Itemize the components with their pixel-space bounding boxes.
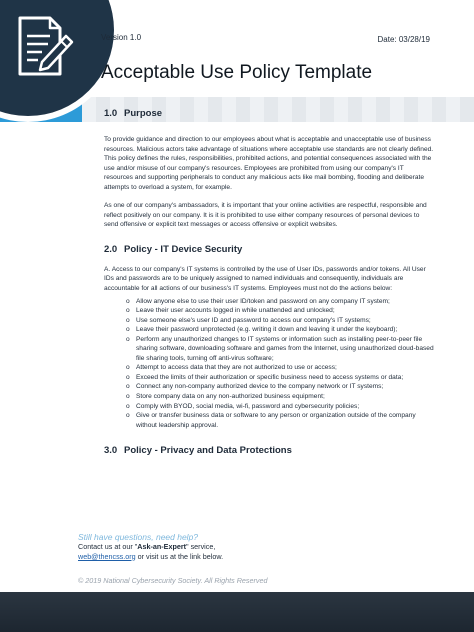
bullet: o [126,335,130,343]
list-item-text: Store company data on any non-authorized business equipment; [136,393,325,401]
bullet: o [126,412,130,420]
help-box [78,532,223,561]
paragraph: A. Access to our company's IT systems is controlled by the use of User IDs, passwords and/or tokens. All User IDs and passwords are to be uniquely assigned to named individuals and consequently, individuals are accountable for all actions of our business's IT systems. Employees must not do the actions below: [104,265,426,293]
list-item-text: Allow anyone else to use their user ID/token and password on any company IT system; [136,297,390,305]
prohibited-actions-list [104,297,434,431]
bullet: o [126,402,130,410]
list-item-text: Attempt to access data that they are not authorized to use or access; [136,364,337,372]
date-label: Date: 03/28/19 [377,35,430,44]
section-title: Policy - IT Device Security [124,243,243,255]
bullet: o [126,364,130,372]
header-band [0,0,474,122]
section-heading-purpose [104,108,434,119]
ask-an-expert-label: Ask-an-Expert [137,542,187,551]
list-item-text: Use someone else's user ID and password to access our company's IT systems; [136,316,371,324]
help-text: or visit us at the link below. [135,551,224,561]
bullet: o [126,316,130,324]
copyright-text: © 2019 National Cybersecurity Society. All Rights Reserved [78,576,268,585]
document-pencil-icon [10,12,76,82]
bullet: o [126,373,130,381]
section-heading-device-security [104,244,434,255]
list-item [104,373,434,383]
section-number: 2.0 [104,243,118,255]
list-item [104,335,434,364]
version-label: Version 1.0 [101,33,142,42]
paragraph: To provide guidance and direction to our employees about what is acceptable and unacceptable use of business resources. Malicious actors take advantage of situations where acceptable use standards are not clearly defined. This policy defines the rules, responsibilities, prohibited actions, and potential consequences associated with the use and/or misuse of our company's resources. Employees are prohibited from using our company's IT resources and supporting peripherals to conduct any malicious acts like mail bombing, flooding and deliberate attempts to overload a system, for example. [104,136,434,191]
list-item [104,316,434,326]
footer-bar [0,592,474,632]
list-item-text: Leave their password unprotected (e.g. writing it down and leaving it under the keyboard); [136,326,398,334]
bullet: o [126,307,130,315]
help-contact-line [78,542,223,552]
list-item-text: Give or transfer business data or software to any person or organization outside of the company without leadership approval. [136,412,416,429]
section-number: 1.0 [104,108,118,119]
list-item-text: Perform any unauthorized changes to IT systems or information such as installing peer-to-peer file sharing software, downloading software and games from the Internet, using unauthorized cloud-based file sharing tools, turning off anti-virus software; [136,335,434,362]
list-item [104,411,434,430]
list-item-text: Comply with BYOD, social media, wi-fi, password and cybersecurity policies; [136,402,360,410]
help-text: " service, [186,542,216,551]
email-link[interactable]: web@thencss.org [78,551,136,561]
list-item-text: Connect any non-company authorized device to the company network or IT systems; [136,383,384,391]
section-heading-privacy [104,445,434,456]
paragraph: As one of our company's ambassadors, it is important that your online activities are respectful, responsible and reflect positively on our company. It is it is prohibited to use either company resources of personal devices to send offensive or explicit text messages or access offensive or explicit websites. [104,202,427,229]
list-item [104,297,434,307]
list-item [104,306,434,316]
page-title: Acceptable Use Policy Template [101,62,373,83]
help-title: Still have questions, need help? [78,532,199,542]
list-item [104,402,434,412]
bullet: o [126,393,130,401]
help-text: Contact us at our " [78,542,138,551]
help-email-line [78,552,223,562]
bullet: o [126,297,130,305]
list-item-text: Leave their user accounts logged in while unattended and unlocked; [136,307,335,315]
list-item [104,325,434,335]
list-item [104,363,434,373]
section-title: Purpose [124,108,163,119]
bullet: o [126,326,130,334]
bullet: o [126,383,130,391]
list-item [104,392,434,402]
section-title: Policy - Privacy and Data Protections [124,445,292,457]
document-body [104,108,434,456]
section-number: 3.0 [104,445,118,457]
list-item-text: Exceed the limits of their authorization or specific business need to access systems or data; [136,373,404,381]
list-item [104,382,434,392]
